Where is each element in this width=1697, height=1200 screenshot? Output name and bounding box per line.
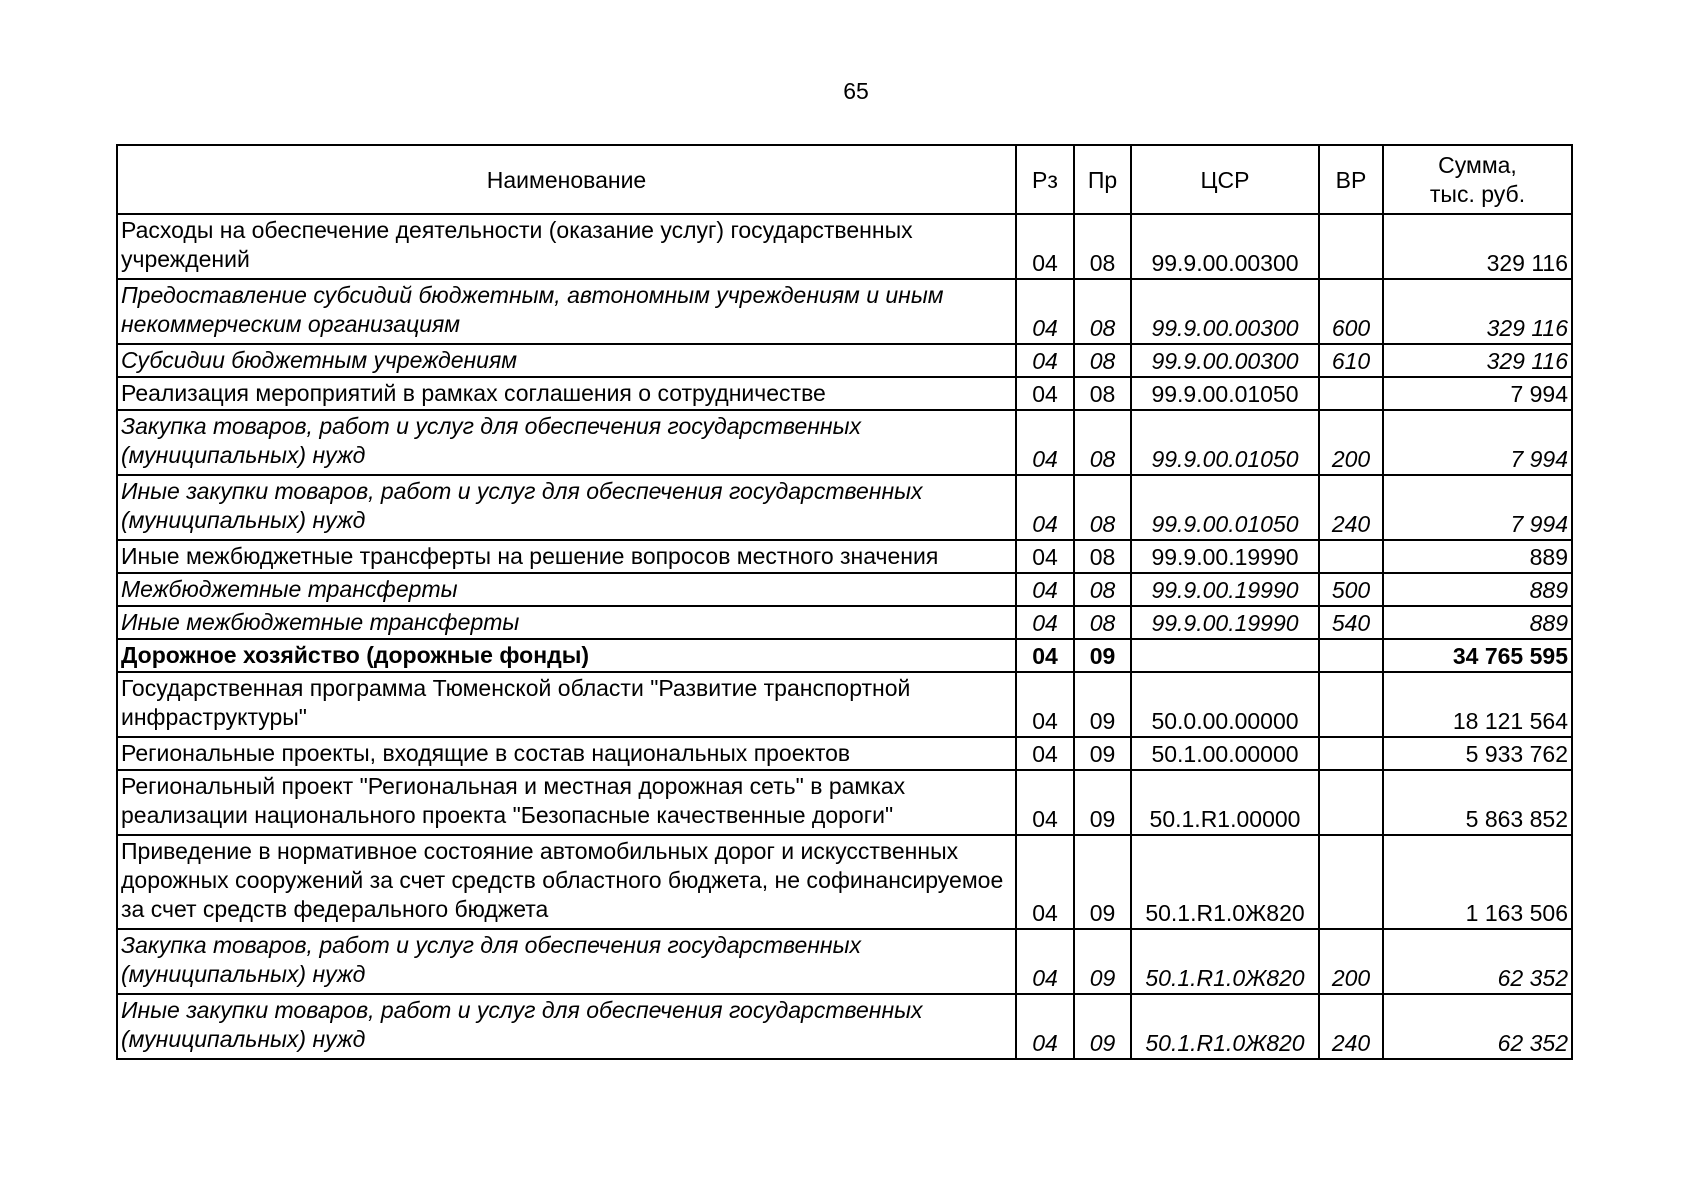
row-rz: 04 (1016, 672, 1074, 737)
row-pr: 08 (1074, 377, 1131, 410)
header-vr: ВР (1319, 145, 1383, 214)
table-row (117, 214, 1572, 279)
row-csr: 50.1.R1.0Ж820 (1131, 994, 1319, 1059)
row-sum: 34 765 595 (1383, 639, 1572, 672)
row-sum: 7 994 (1383, 377, 1572, 410)
table-row (117, 835, 1572, 929)
row-rz: 04 (1016, 475, 1074, 540)
table-row (117, 770, 1572, 835)
row-name: Региональный проект "Региональная и местная дорожная сеть" в рамках реализации национального проекта "Безопасные качественные дороги" (117, 770, 1016, 835)
row-pr: 09 (1074, 639, 1131, 672)
row-rz: 04 (1016, 344, 1074, 377)
row-sum: 329 116 (1383, 279, 1572, 344)
row-csr: 50.1.R1.0Ж820 (1131, 929, 1319, 994)
row-rz: 04 (1016, 410, 1074, 475)
row-vr: 240 (1319, 994, 1383, 1059)
row-rz: 04 (1016, 835, 1074, 929)
row-vr (1319, 835, 1383, 929)
row-csr: 99.9.00.01050 (1131, 377, 1319, 410)
row-csr: 99.9.00.00300 (1131, 214, 1319, 279)
row-sum: 889 (1383, 573, 1572, 606)
row-csr: 99.9.00.19990 (1131, 540, 1319, 573)
row-name: Иные закупки товаров, работ и услуг для обеспечения государственных (муниципальных) нужд (117, 994, 1016, 1059)
row-csr: 99.9.00.19990 (1131, 606, 1319, 639)
page-number: 65 (843, 78, 869, 104)
row-name: Государственная программа Тюменской области "Развитие транспортной инфраструктуры" (117, 672, 1016, 737)
row-rz: 04 (1016, 214, 1074, 279)
row-sum: 7 994 (1383, 410, 1572, 475)
row-sum: 5 863 852 (1383, 770, 1572, 835)
row-pr: 09 (1074, 770, 1131, 835)
row-vr (1319, 737, 1383, 770)
row-vr (1319, 377, 1383, 410)
table-row (117, 475, 1572, 540)
table-row (117, 639, 1572, 672)
table-row (117, 279, 1572, 344)
row-name: Иные межбюджетные трансферты (117, 606, 1016, 639)
row-vr: 600 (1319, 279, 1383, 344)
header-csr: ЦСР (1131, 145, 1319, 214)
table-row (117, 540, 1572, 573)
row-vr (1319, 672, 1383, 737)
row-pr: 09 (1074, 994, 1131, 1059)
row-vr: 200 (1319, 410, 1383, 475)
row-name: Реализация мероприятий в рамках соглашения о сотрудничестве (117, 377, 1016, 410)
row-name: Иные межбюджетные трансферты на решение вопросов местного значения (117, 540, 1016, 573)
row-rz: 04 (1016, 929, 1074, 994)
row-vr: 540 (1319, 606, 1383, 639)
row-pr: 08 (1074, 540, 1131, 573)
table-row (117, 994, 1572, 1059)
table-row (117, 606, 1572, 639)
row-pr: 08 (1074, 279, 1131, 344)
row-pr: 08 (1074, 214, 1131, 279)
row-sum: 7 994 (1383, 475, 1572, 540)
row-vr (1319, 540, 1383, 573)
row-vr: 610 (1319, 344, 1383, 377)
row-sum: 889 (1383, 540, 1572, 573)
row-rz: 04 (1016, 737, 1074, 770)
row-csr: 50.0.00.00000 (1131, 672, 1319, 737)
table-header (117, 145, 1572, 214)
row-sum: 62 352 (1383, 929, 1572, 994)
row-pr: 09 (1074, 929, 1131, 994)
row-rz: 04 (1016, 606, 1074, 639)
row-sum: 5 933 762 (1383, 737, 1572, 770)
row-sum: 329 116 (1383, 214, 1572, 279)
row-rz: 04 (1016, 770, 1074, 835)
row-name: Субсидии бюджетным учреждениям (117, 344, 1016, 377)
row-pr: 08 (1074, 410, 1131, 475)
row-sum: 18 121 564 (1383, 672, 1572, 737)
header-name: Наименование (117, 145, 1016, 214)
row-pr: 09 (1074, 672, 1131, 737)
table-row (117, 737, 1572, 770)
row-vr: 500 (1319, 573, 1383, 606)
row-name: Региональные проекты, входящие в состав национальных проектов (117, 737, 1016, 770)
row-name: Закупка товаров, работ и услуг для обеспечения государственных (муниципальных) нужд (117, 410, 1016, 475)
table-row (117, 377, 1572, 410)
row-sum: 1 163 506 (1383, 835, 1572, 929)
row-pr: 08 (1074, 606, 1131, 639)
header-row (117, 145, 1572, 214)
row-vr: 200 (1319, 929, 1383, 994)
row-csr: 99.9.00.01050 (1131, 410, 1319, 475)
row-pr: 08 (1074, 573, 1131, 606)
row-csr: 99.9.00.01050 (1131, 475, 1319, 540)
table-body (117, 214, 1572, 1059)
table-row (117, 410, 1572, 475)
table-row (117, 573, 1572, 606)
row-pr: 09 (1074, 737, 1131, 770)
row-name: Дорожное хозяйство (дорожные фонды) (117, 639, 1016, 672)
budget-table (116, 144, 1573, 1060)
row-name: Расходы на обеспечение деятельности (оказание услуг) государственных учреждений (117, 214, 1016, 279)
row-csr: 50.1.R1.00000 (1131, 770, 1319, 835)
row-pr: 08 (1074, 344, 1131, 377)
row-rz: 04 (1016, 279, 1074, 344)
row-rz: 04 (1016, 994, 1074, 1059)
header-rz: Рз (1016, 145, 1074, 214)
row-vr: 240 (1319, 475, 1383, 540)
header-sum (1383, 145, 1572, 214)
row-rz: 04 (1016, 540, 1074, 573)
table-row (117, 929, 1572, 994)
table-row (117, 672, 1572, 737)
row-csr: 50.1.R1.0Ж820 (1131, 835, 1319, 929)
row-csr: 99.9.00.00300 (1131, 344, 1319, 377)
row-csr: 99.9.00.00300 (1131, 279, 1319, 344)
table-row (117, 344, 1572, 377)
row-pr: 09 (1074, 835, 1131, 929)
header-sum-line2: тыс. руб. (1429, 181, 1526, 207)
row-vr (1319, 214, 1383, 279)
row-pr: 08 (1074, 475, 1131, 540)
row-vr (1319, 639, 1383, 672)
row-name: Приведение в нормативное состояние автомобильных дорог и искусственных дорожных сооружений за счет средств областного бюджета, не софинансируемое за счет средств федерального бюджета (117, 835, 1016, 929)
row-rz: 04 (1016, 639, 1074, 672)
row-rz: 04 (1016, 377, 1074, 410)
row-csr: 50.1.00.00000 (1131, 737, 1319, 770)
row-name: Иные закупки товаров, работ и услуг для обеспечения государственных (муниципальных) нужд (117, 475, 1016, 540)
row-name: Закупка товаров, работ и услуг для обеспечения государственных (муниципальных) нужд (117, 929, 1016, 994)
row-rz: 04 (1016, 573, 1074, 606)
row-sum: 889 (1383, 606, 1572, 639)
row-vr (1319, 770, 1383, 835)
row-sum: 329 116 (1383, 344, 1572, 377)
row-name: Предоставление субсидий бюджетным, автономным учреждениям и иным некоммерческим организациям (117, 279, 1016, 344)
header-pr: Пр (1074, 145, 1131, 214)
row-csr (1131, 639, 1319, 672)
row-name: Межбюджетные трансферты (117, 573, 1016, 606)
row-sum: 62 352 (1383, 994, 1572, 1059)
row-csr: 99.9.00.19990 (1131, 573, 1319, 606)
header-sum-line1: Сумма, (1438, 152, 1517, 179)
